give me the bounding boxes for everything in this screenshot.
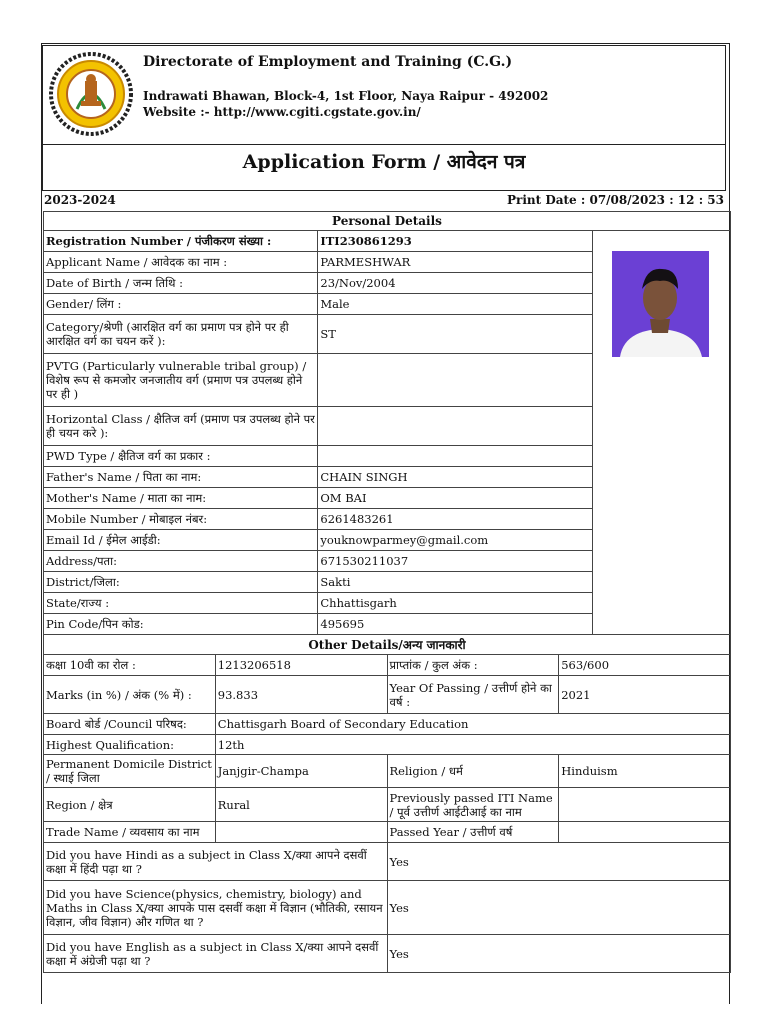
personal-details-table	[43, 211, 731, 635]
religion-label: Religion / धर्म	[387, 755, 559, 788]
applicant-name-label: Applicant Name / आवेदक का नाम :	[44, 252, 318, 273]
qualification-label: Highest Qualification:	[44, 735, 216, 755]
qualification-value: 12th	[215, 735, 730, 755]
religion-value: Hinduism	[559, 755, 731, 788]
father-name-value: CHAIN SINGH	[318, 467, 593, 488]
mother-name-label: Mother's Name / माता का नाम:	[44, 488, 318, 509]
form-title-band	[42, 145, 726, 191]
pvtg-value	[318, 354, 593, 407]
address-value: 671530211037	[318, 551, 593, 572]
science-question-label: Did you have Science(physics, chemistry, biology) and Maths in Class X/क्या आपके पास दसवीं कक्षा में विज्ञान (भौतिकी, रसायन विज्ञान, जीव विज्ञान) और गणित था ?	[44, 881, 388, 935]
state-value: Chhattisgarh	[318, 593, 593, 614]
dob-label: Date of Birth / जन्म तिथि :	[44, 273, 318, 294]
print-date: Print Date : 07/08/2023 : 12 : 53	[506, 193, 724, 207]
other-details-heading: Other Details/अन्य जानकारी	[44, 635, 731, 655]
district-value: Sakti	[318, 572, 593, 593]
government-emblem-logo	[49, 49, 133, 139]
horizontal-class-label: Horizontal Class / क्षैतिज वर्ग (प्रमाण पत्र उपलब्ध होने पर ही चयन करे ):	[44, 407, 318, 446]
previous-iti-label: Previously passed ITI Name / पूर्व उत्तीर्ण आईटीआई का नाम	[387, 788, 559, 822]
email-label: Email Id / ईमेल आईडी:	[44, 530, 318, 551]
letterhead	[42, 45, 726, 145]
mother-name-value: OM BAI	[318, 488, 593, 509]
pwd-type-value	[318, 446, 593, 467]
region-label: Region / क्षेत्र	[44, 788, 216, 822]
obtained-marks-value: 563/600	[559, 655, 731, 676]
category-label: Category/श्रेणी (आरक्षित वर्ग का प्रमाण पत्र होने पर ही आरक्षित वर्ग का चयन करें ):	[44, 315, 318, 354]
marks-percent-label: Marks (in %) / अंक (% में) :	[44, 676, 216, 714]
year-of-passing-label: Year Of Passing / उत्तीर्ण होने का वर्ष :	[387, 676, 559, 714]
photo-cell	[593, 231, 731, 635]
organization-address: Indrawati Bhawan, Block-4, 1st Floor, Naya Raipur - 492002	[143, 89, 549, 103]
passed-year-value	[559, 822, 731, 843]
organization-website[interactable]: Website :- http://www.cgiti.cgstate.gov.in/	[143, 105, 421, 119]
table-row	[44, 788, 731, 822]
science-question-value: Yes	[387, 881, 730, 935]
trade-name-value	[215, 822, 387, 843]
pvtg-label: PVTG (Particularly vulnerable tribal group) / विशेष रूप से कमजोर जनजातीय वर्ग (प्रमाण पत्र उपलब्ध होने पर ही )	[44, 354, 318, 407]
table-row	[44, 655, 731, 676]
other-details-table	[43, 634, 731, 973]
table-row	[44, 822, 731, 843]
table-row	[44, 714, 731, 735]
table-row	[44, 735, 731, 755]
board-value: Chattisgarh Board of Secondary Education	[215, 714, 730, 735]
session-bar	[42, 192, 726, 209]
region-value: Rural	[215, 788, 387, 822]
hindi-question-value: Yes	[387, 843, 730, 881]
previous-iti-value	[559, 788, 731, 822]
email-value: youknowparmey@gmail.com	[318, 530, 593, 551]
roll-label: कक्षा 10वी का रोल :	[44, 655, 216, 676]
domicile-label: Permanent Domicile District / स्थाई जिला	[44, 755, 216, 788]
roll-value: 1213206518	[215, 655, 387, 676]
english-question-value: Yes	[387, 935, 730, 973]
obtained-marks-label: प्राप्तांक / कुल अंक :	[387, 655, 559, 676]
address-label: Address/पता:	[44, 551, 318, 572]
gender-value: Male	[318, 294, 593, 315]
board-label: Board बोर्ड /Council परिषद:	[44, 714, 216, 735]
table-row	[44, 231, 731, 252]
applicant-photo	[612, 251, 709, 357]
passed-year-label: Passed Year / उत्तीर्ण वर्ष	[387, 822, 559, 843]
horizontal-class-value	[318, 407, 593, 446]
domicile-value: Janjgir-Champa	[215, 755, 387, 788]
applicant-name-value: PARMESHWAR	[318, 252, 593, 273]
form-title: Application Form / आवेदन पत्र	[242, 151, 526, 173]
dob-value: 23/Nov/2004	[318, 273, 593, 294]
table-row	[44, 881, 731, 935]
hindi-question-label: Did you have Hindi as a subject in Class X/क्या आपने दसवीं कक्षा में हिंदी पढ़ा था ?	[44, 843, 388, 881]
english-question-label: Did you have English as a subject in Class X/क्या आपने दसवीं कक्षा में अंग्रेजी पढ़ा था ?	[44, 935, 388, 973]
pin-code-label: Pin Code/पिन कोड:	[44, 614, 318, 635]
marks-percent-value: 93.833	[215, 676, 387, 714]
session-year: 2023-2024	[44, 193, 116, 207]
pwd-type-label: PWD Type / क्षैतिज वर्ग का प्रकार :	[44, 446, 318, 467]
category-value: ST	[318, 315, 593, 354]
table-row	[44, 676, 731, 714]
mobile-value: 6261483261	[318, 509, 593, 530]
state-label: State/राज्य :	[44, 593, 318, 614]
district-label: District/जिला:	[44, 572, 318, 593]
table-row	[44, 935, 731, 973]
pin-code-value: 495695	[318, 614, 593, 635]
personal-details-heading: Personal Details	[44, 212, 731, 231]
registration-number-label: Registration Number / पंजीकरण संख्या :	[44, 231, 318, 252]
registration-number-value: ITI230861293	[318, 231, 593, 252]
year-of-passing-value: 2021	[559, 676, 731, 714]
organization-name: Directorate of Employment and Training (C.G.)	[143, 54, 513, 70]
gender-label: Gender/ लिंग :	[44, 294, 318, 315]
father-name-label: Father's Name / पिता का नाम:	[44, 467, 318, 488]
mobile-label: Mobile Number / मोबाइल नंबर:	[44, 509, 318, 530]
table-row	[44, 755, 731, 788]
trade-name-label: Trade Name / व्यवसाय का नाम	[44, 822, 216, 843]
table-row	[44, 843, 731, 881]
